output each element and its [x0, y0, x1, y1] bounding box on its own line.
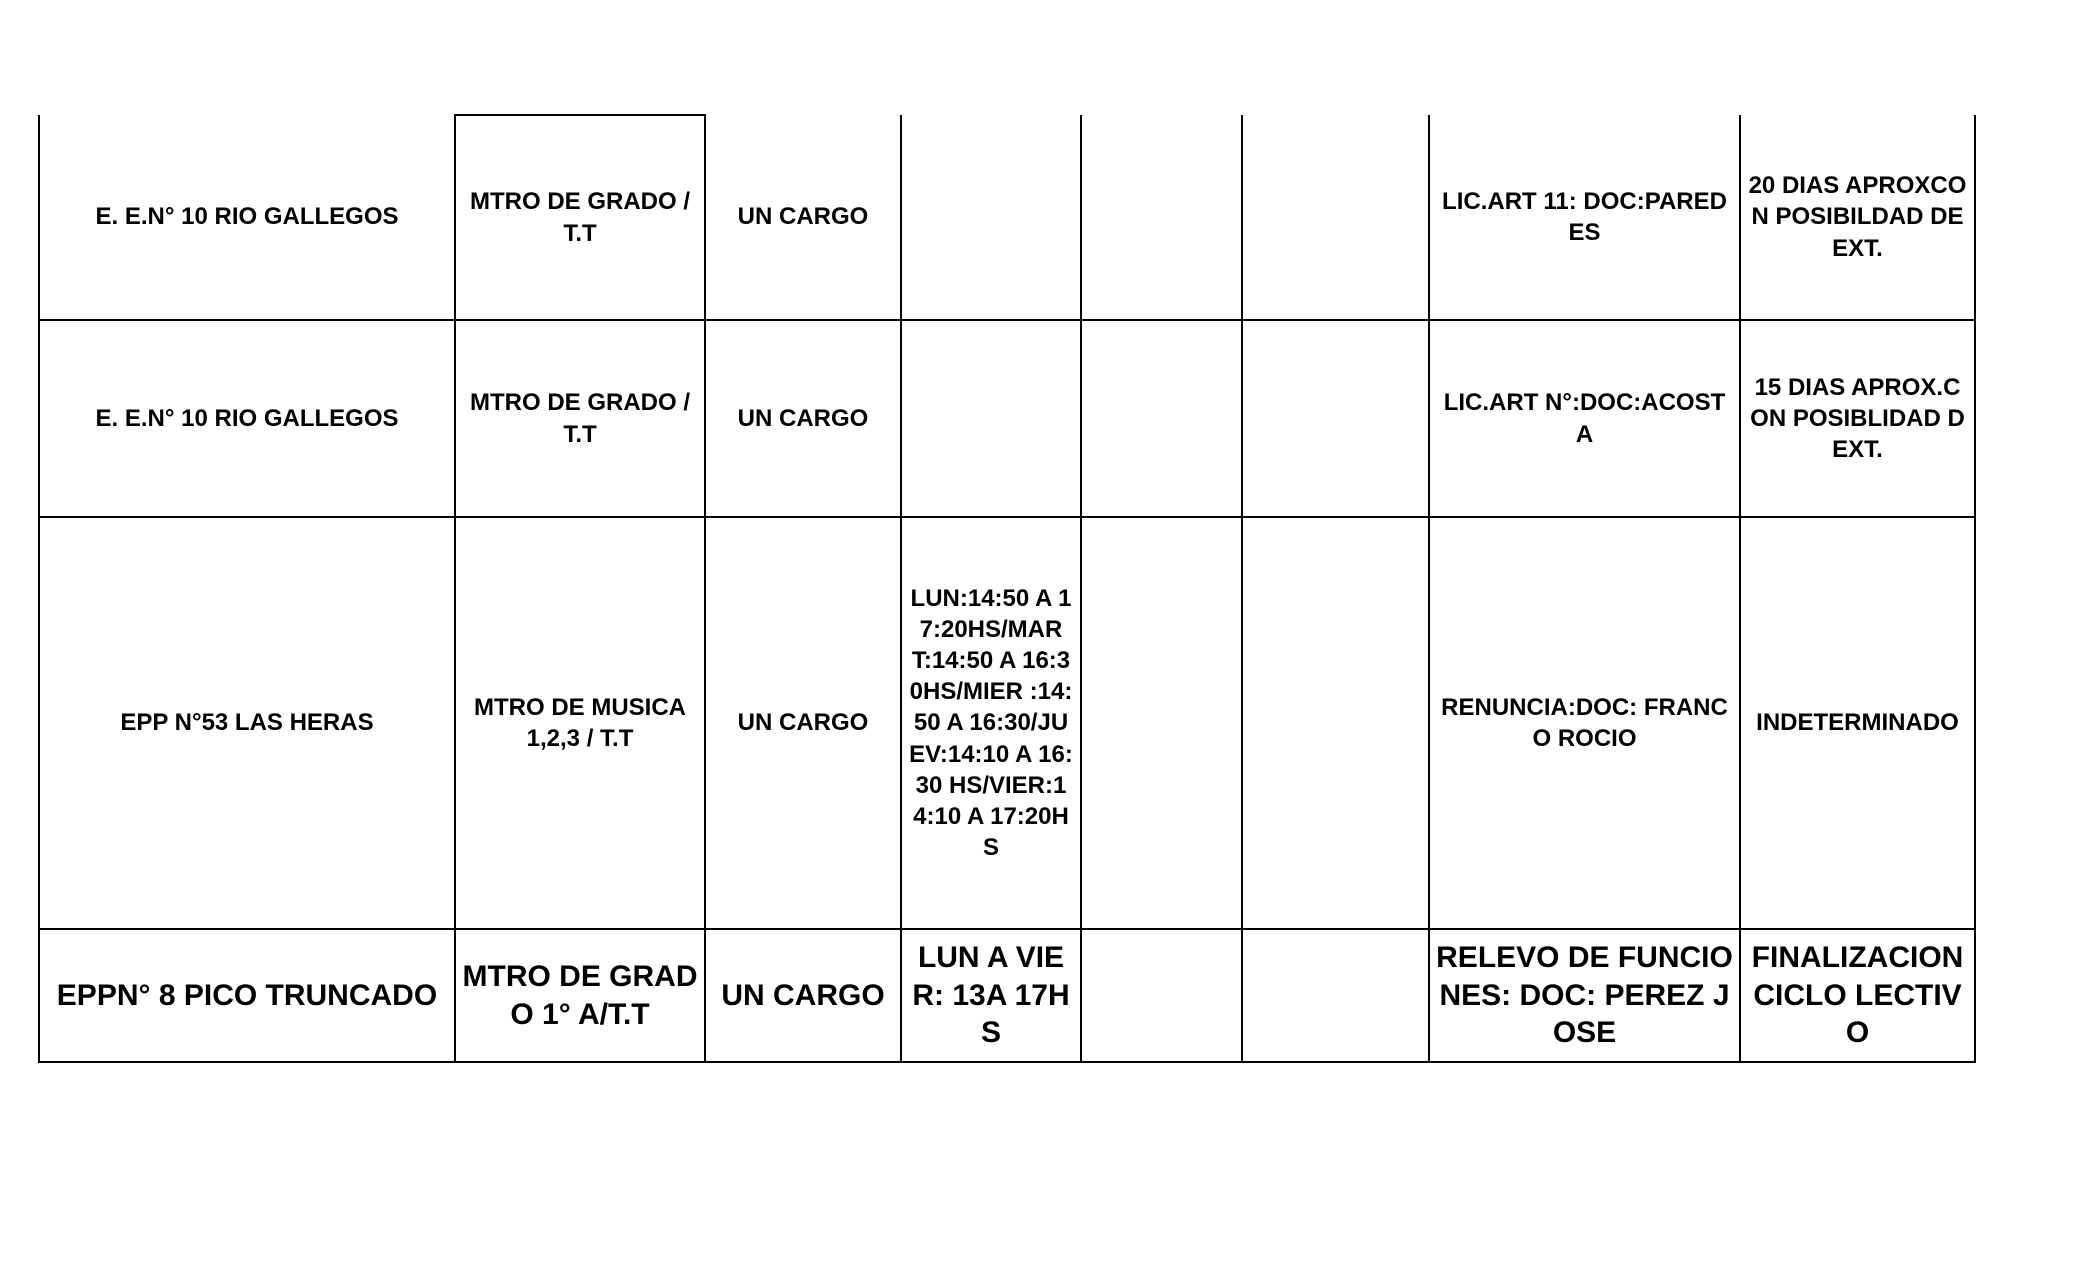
- duration-text: INDETERMINADO: [1756, 709, 1959, 737]
- school-cell: [39, 929, 455, 1062]
- schedule-cell: [901, 115, 1081, 320]
- empty-cell: [1242, 320, 1429, 517]
- empty-cell: [1081, 115, 1242, 320]
- empty-cell: [1242, 929, 1429, 1062]
- quantity-cell: [705, 320, 901, 517]
- school-cell: [39, 115, 455, 320]
- reason-cell: [1429, 929, 1740, 1062]
- reason-text: LIC.ART 11: DOC:PAREDES: [1442, 187, 1727, 246]
- school-cell: [39, 320, 455, 517]
- reason-text: LIC.ART N°:DOC:ACOSTA: [1443, 389, 1726, 448]
- school-text: EPP N°53 LAS HERAS: [120, 709, 374, 737]
- empty-cell: [1242, 517, 1429, 929]
- position-cell: [455, 517, 705, 929]
- duration-cell: [1740, 320, 1975, 517]
- duration-cell: [1740, 929, 1975, 1062]
- position-text: MTRO DE GRADO 1° A/T.T: [462, 960, 698, 1031]
- duration-text: 20 DIAS APROXCON POSIBILDAD DE EXT.: [1748, 172, 1967, 262]
- reason-text: RELEVO DE FUNCIONES: DOC: PEREZ JOSE: [1436, 941, 1733, 1050]
- reason-cell: [1429, 320, 1740, 517]
- vacancies-table: [38, 114, 1976, 1063]
- reason-cell: [1429, 517, 1740, 929]
- table-row: [39, 517, 1975, 929]
- position-text: MTRO DE GRADO /T.T: [470, 188, 690, 247]
- schedule-cell: [901, 517, 1081, 929]
- empty-cell: [1081, 929, 1242, 1062]
- position-cell: [455, 929, 705, 1062]
- schedule-cell: [901, 929, 1081, 1062]
- quantity-cell: [705, 115, 901, 320]
- position-cell: [455, 115, 705, 320]
- quantity-text: UN CARGO: [737, 709, 869, 737]
- quantity-text: UN CARGO: [721, 978, 885, 1012]
- empty-cell: [1081, 320, 1242, 517]
- empty-cell: [1242, 115, 1429, 320]
- table-row: [39, 320, 1975, 517]
- schedule-text: LUN A VIER: 13A 17HS: [912, 941, 1070, 1050]
- duration-cell: [1740, 517, 1975, 929]
- position-text: MTRO DE GRADO /T.T: [470, 389, 690, 448]
- school-text: E. E.N° 10 RIO GALLEGOS: [95, 203, 399, 231]
- position-text: MTRO DE MUSICA 1,2,3 / T.T: [474, 693, 686, 752]
- school-cell: [39, 517, 455, 929]
- school-text: EPPN° 8 PICO TRUNCADO: [56, 978, 438, 1012]
- empty-cell: [1081, 517, 1242, 929]
- duration-text: 15 DIAS APROX.CON POSIBLIDAD D EXT.: [1750, 373, 1965, 464]
- reason-text: RENUNCIA:DOC: FRANCO ROCIO: [1441, 693, 1728, 752]
- table-row: [39, 115, 1975, 320]
- quantity-text: UN CARGO: [737, 203, 869, 231]
- schedule-cell: [901, 320, 1081, 517]
- position-cell: [455, 320, 705, 517]
- school-text: E. E.N° 10 RIO GALLEGOS: [95, 404, 399, 432]
- duration-cell: [1740, 115, 1975, 320]
- quantity-cell: [705, 517, 901, 929]
- reason-cell: [1429, 115, 1740, 320]
- quantity-text: UN CARGO: [737, 404, 869, 432]
- schedule-text: LUN:14:50 A 17:20HS/MAR T:14:50 A 16:30HS/MIER :14:50 A 16:30/JUEV:14:10 A 16:30 HS/VIER:14:10 A 17:20HS: [909, 584, 1073, 862]
- duration-text: FINALIZACION CICLO LECTIVO: [1751, 941, 1964, 1050]
- table-row: [39, 929, 1975, 1062]
- quantity-cell: [705, 929, 901, 1062]
